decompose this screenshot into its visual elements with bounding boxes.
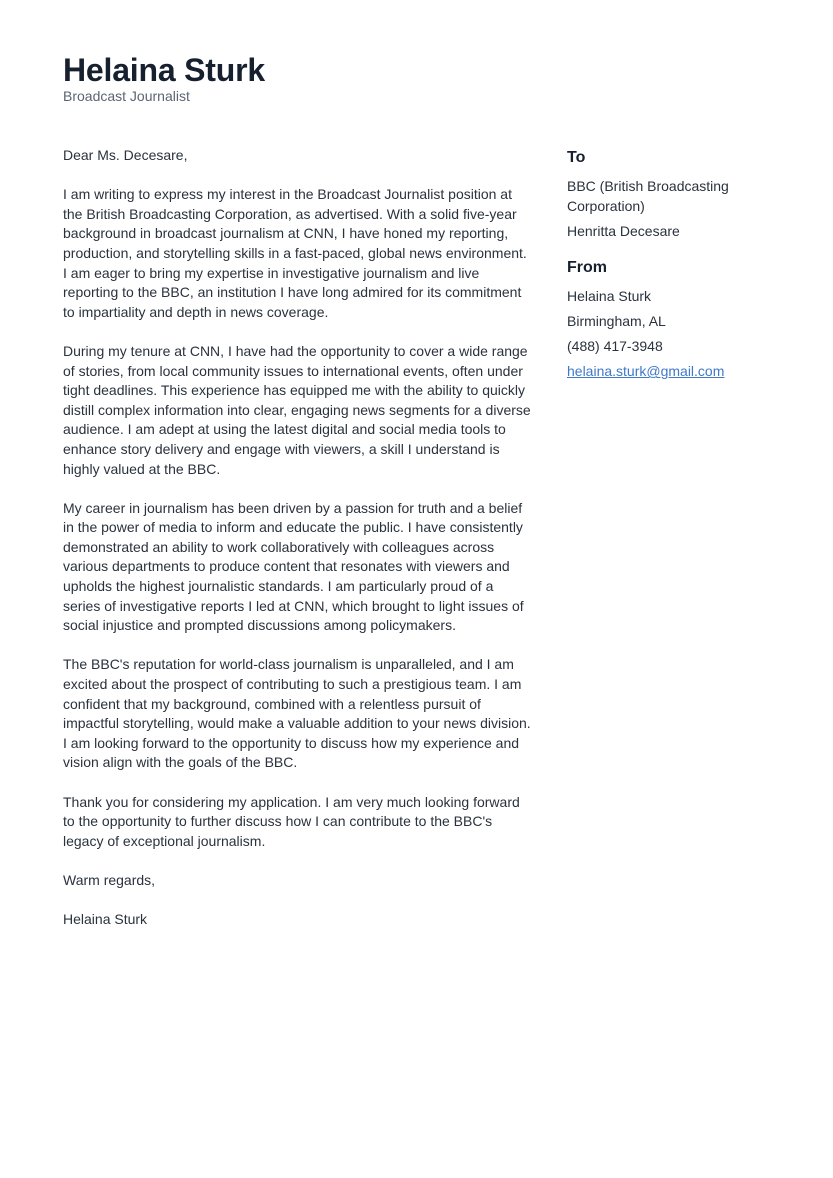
body-paragraph-2: During my tenure at CNN, I have had the opportunity to cover a wide range of stories, from local community issues to international events, often under tight deadlines. This experience has equipped me with the ability to quickly distill complex information into clear, engaging news segments for a diverse audience. I am adept at using the latest digital and social media tools to enhance story delivery and engage with viewers, a skill I understand is highly valued at the BBC. xyxy=(63,342,531,477)
sender-location: Birmingham, AL xyxy=(567,313,666,330)
recipient-contact: Henritta Decesare xyxy=(567,222,680,239)
signature: Helaina Sturk xyxy=(63,911,148,928)
body-paragraph-1: I am writing to express my interest in the Broadcast Journalist position at the British Broadcasting Corporation, as advertised. With a solid five-year background in broadcast journalism at CNN, I have honed my reporting, production, and storytelling skills in a fast-paced, global news environment. I am eager to bring my expertise in investigative journalism and live reporting to the BBC, an institution I have long admired for its commitment to impartiality and depth in news coverage. xyxy=(63,186,527,320)
sender-heading: From xyxy=(567,259,607,277)
body-paragraph-3: My career in journalism has been driven by a passion for truth and a belief in the power of media to inform and educate the public. I have consistently demonstrated an ability to work collaboratively with colleagues across various departments to produce content that resonates with viewers and upholds the highest journalistic standards. I am particularly proud of a series of investigative reports I led at CNN, which brought to light issues of social injustice and prompted discussions among policymakers. xyxy=(63,499,524,634)
sender-section xyxy=(567,258,767,382)
letter-header xyxy=(63,50,265,105)
sender-job-title: Broadcast Journalist xyxy=(63,88,190,104)
letter-body xyxy=(63,146,533,949)
recipient-section xyxy=(567,148,767,241)
sender-name: Helaina Sturk xyxy=(567,288,652,305)
recipient-organization: BBC (British Broadcasting Corporation) xyxy=(567,178,729,214)
body-paragraph-5: Thank you for considering my application. I am very much looking forward to the opportunity to further discuss how I can contribute to the BBC's legacy of exceptional journalism. xyxy=(63,793,520,849)
salutation: Dear Ms. Decesare, xyxy=(63,147,188,163)
body-paragraph-4: The BBC's reputation for world-class journalism is unparalleled, and I am excited about the prospect of contributing to such a prestigious team. I am confident that my background, combined with a relentless pursuit of impactful storytelling, would make a valuable addition to your news division. I am looking forward to the opportunity to discuss how my experience and vision align with the goals of the BBC. xyxy=(63,656,531,771)
recipient-heading: To xyxy=(567,149,586,166)
sender-email-link[interactable]: helaina.sturk@gmail.com xyxy=(567,363,725,380)
sender-name-heading: Helaina Sturk xyxy=(63,52,265,88)
contact-sidebar xyxy=(567,146,767,387)
sender-phone: (488) 417-3948 xyxy=(567,338,663,355)
closing: Warm regards, xyxy=(63,871,156,888)
